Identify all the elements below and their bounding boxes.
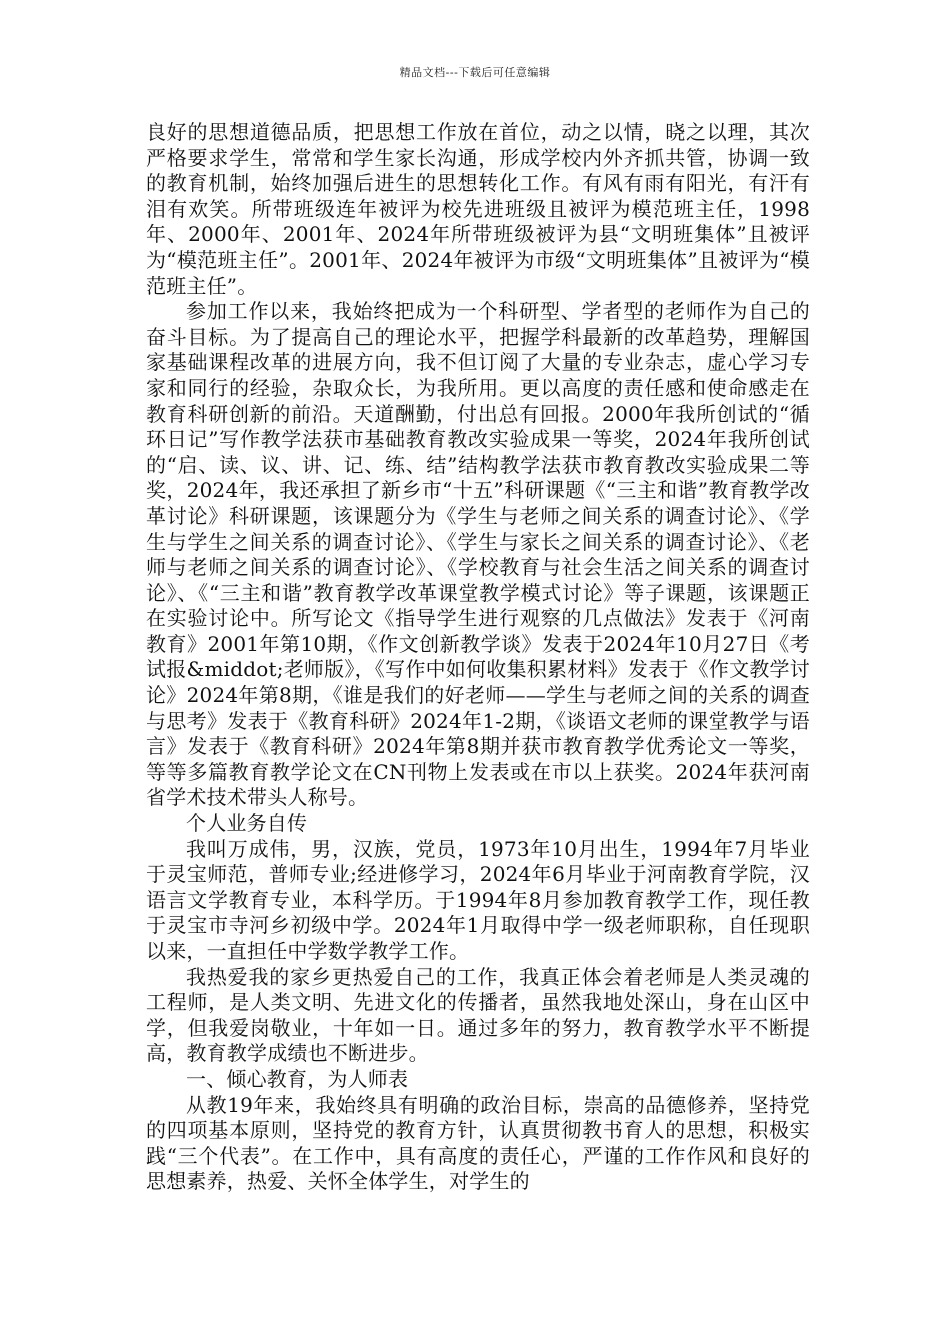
- paragraph-personal-info: 我叫万成伟，男，汉族，党员，1973年10月出生，1994年7月毕业于灵宝师范，普师专业;经进修学习，2024年6月毕业于河南教育学院，汉语言文学教育专业，本科学历。于1994年8月参加教育教学工作，现任教于灵宝市寺河乡初级中学。2024年1月取得中学一级老师职称，自任现职以来，一直担任中学数学教学工作。: [146, 836, 810, 963]
- document-body: [146, 120, 810, 1195]
- page-header: 精品文档---下载后可任意编辑: [399, 66, 551, 79]
- section-heading-education: 一、倾心教育，为人师表: [186, 1066, 409, 1091]
- paragraph-research: 参加工作以来，我始终把成为一个科研型、学者型的老师作为自己的奋斗目标。为了提高自己的理论水平，把握学科最新的改革趋势，理解国家基础课程改革的进展方向，我不但订阅了大量的专业杂志，虚心学习专家和同行的经验，杂取众长，为我所用。更以高度的责任感和使命感走在教育科研创新的前沿。天道酬勤，付出总有回报。2000年我所创试的“循环日记”写作教学法获市基础教育教改实验成果一等奖，2024年我所创试的“启、读、议、讲、记、练、结”结构教学法获市教育教改实验成果二等奖，2024年，我还承担了新乡市“十五”科研课题《“三主和谐”教育教学改革讨论》科研课题，该课题分为《学生与老师之间关系的调查讨论》、《学生与学生之间关系的调查讨论》、《学生与家长之间关系的调查讨论》、《老师与老师之间关系的调查讨论》、《学校教育与社会生活之间关系的调查讨论》、《“三主和谐”教育教学改革课堂教学模式讨论》等子课题，该课题正在实验讨论中。所写论文《指导学生进行观察的几点做法》发表于《河南教育》2001年第10期，《作文创新教学谈》发表于2024年10月27日《考试报&middot;老师版》，《写作中如何收集积累材料》发表于《作文教学讨论》2024年第8期，《谁是我们的好老师——学生与老师之间的关系的调查与思考》发表于《教育科研》2024年1-2期，《谈语文老师的课堂教学与语言》发表于《教育科研》2024年第8期并获市教育教学优秀论文一等奖，等等多篇教育教学论文在CN刊物上发表或在市以上获奖。2024年获河南省学术技术带头人称号。: [146, 299, 810, 810]
- paragraph-dedication: 我热爱我的家乡更热爱自己的工作，我真正体会着老师是人类灵魂的工程师，是人类文明、先进文化的传播者，虽然我地处深山，身在山区中学，但我爱岗敬业，十年如一日。通过多年的努力，教育教学水平不断提高，教育教学成绩也不断进步。: [146, 964, 810, 1066]
- paragraph-teaching-years: 从教19年来，我始终具有明确的政治目标，崇高的品德修养，坚持党的四项基本原则，坚持党的教育方针，认真贯彻教书育人的思想，积极实践“三个代表”。在工作中，具有高度的责任心，严谨的工作作风和良好的思想素养，热爱、关怀全体学生，对学生的: [146, 1092, 810, 1194]
- paragraph-continuation: 良好的思想道德品质，把思想工作放在首位，动之以情，晓之以理，其次严格要求学生，常常和学生家长沟通，形成学校内外齐抓共管，协调一致的教育机制，始终加强后进生的思想转化工作。有风有雨有阳光，有汗有泪有欢笑。所带班级连年被评为校先进班级且被评为模范班主任，1998年、2000年、2001年、2024年所带班级被评为县“文明班集体”且被评为“模范班主任”。2001年、2024年被评为市级“文明班集体”且被评为“模范班主任”。: [146, 120, 810, 298]
- section-heading-autobiography: 个人业务自传: [186, 811, 308, 836]
